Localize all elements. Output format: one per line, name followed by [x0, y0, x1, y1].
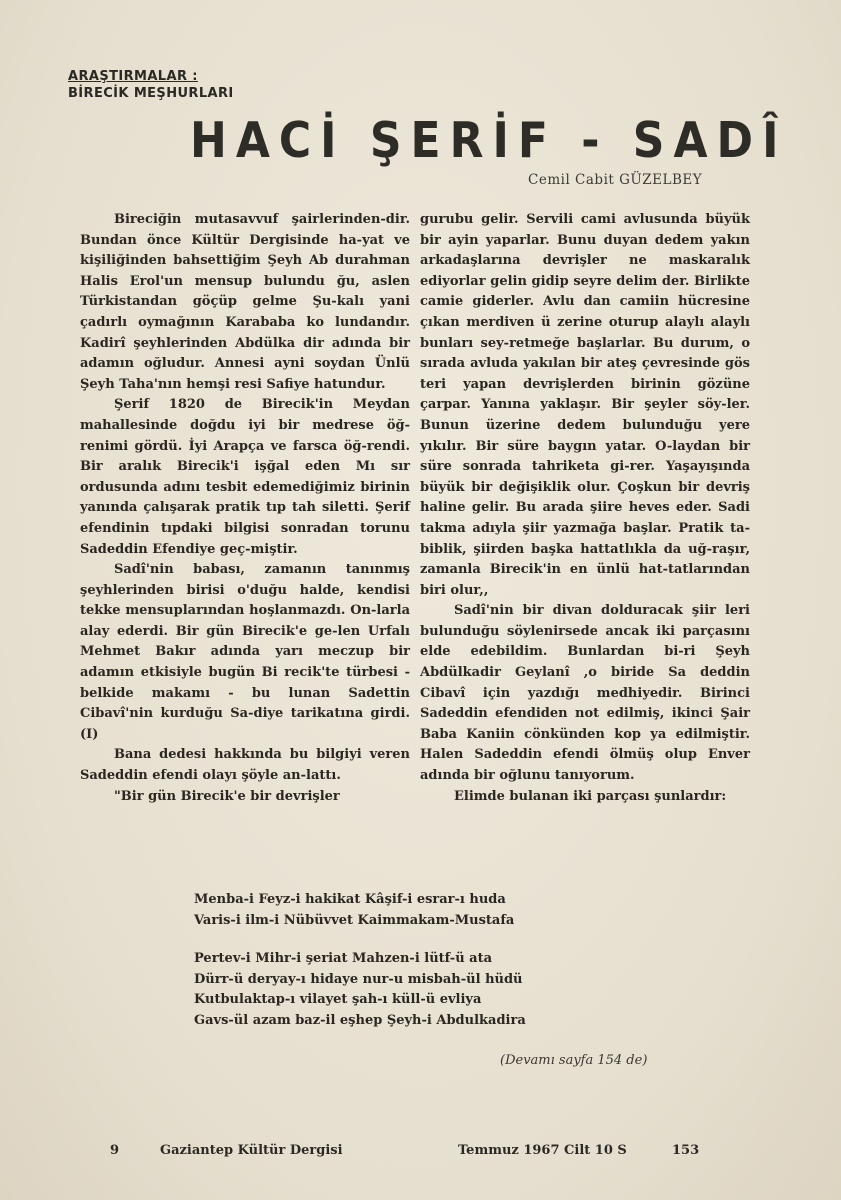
- paragraph: Bireciğin mutasavvuf şairlerinden-dir. Bundan önce Kültür Dergisinde ha-yat ve kişiliğinden bahsettiğim Şeyh Ab durahman Halis Erol'un mensup bulundu ğu, aslen Türkistandan göçüp gelme Şu-kalı yani çadırlı oymağının Karababa ko lundandır. Kadirî şeyhlerinden Abdülka dir adında bir adamın oğludur. Annesi ayni soydan Ünlü Şeyh Taha'nın hemşi resi Safiye hatundur.: [80, 212, 410, 392]
- paragraph: "Bir gün Birecik'e bir devrişler: [114, 788, 340, 804]
- article-title: HACİ ŞERİF - SADÎ: [190, 112, 788, 170]
- section-label: [68, 68, 234, 102]
- section-series: BİRECİK MEŞHURLARI: [68, 86, 234, 101]
- right-column: [420, 210, 750, 807]
- paragraph: Sadî'nin bir divan dolduracak şiir leri bulunduğu söylenirsede ancak iki parçasını elde edebildim. Bunlardan bi-ri Şeyh Abdülkadir Geylanî ,o biride Sa deddin Cibavî için yazdığı medhiyedir. Birinci Sadeddin efendiden not edilmiş, ikinci Şair Baba Kaniin cönkünden kop ya edilmiştir. Halen Sadeddin efendi ölmüş olup Enver adında bir oğlunu tanıyorum.: [420, 603, 750, 784]
- poem-line: Menba-i Feyz-i hakikat Kâşif-i esrar-ı huda: [194, 892, 506, 907]
- poem-line: Varis-i ilm-i Nübüvvet Kaimmakam-Mustafa: [194, 912, 515, 928]
- article-author: Cemil Cabit GÜZELBEY: [528, 172, 703, 188]
- paragraph: Elimde bulanan iki parçası şunlardır:: [454, 788, 727, 804]
- left-column: [80, 210, 410, 807]
- poem: [194, 890, 624, 1031]
- poem-line: Gavs-ül azam baz-il eşhep Şeyh-i Abdulkadira: [194, 1012, 526, 1028]
- paragraph: gurubu gelir. Servili cami avlusunda büyük bir ayin yaparlar. Bunu duyan dedem yakın arkadaşlarına devrişler ne maskaralık ediyorlar gelin gidip seyre delim der. Birlikte camie giderler. Avlu dan camiin hücresine çıkan merdiven ü zerine oturup alaylı alaylı bunları sey-retmeğe başlarlar. Bu durum, o sırada avluda yakılan bir ateş çevresinde gös teri yapan devrişlerden birinin gözüne çarpar. Yanına yaklaşır. Bir şeyler söy-ler. Bunun üzerine dedem bulunduğu yere yıkılır. Bir süre baygın yatar. O-laydan bir süre sonrada tahriketa gi-rer. Yaşayışında büyük bir değişiklik olur. Çoşkun bir devriş haline gelir. Bu arada şiire heves eder. Sadi takma adıyla şiir yazmağa başlar. Pratik ta-biblik, şiirden başka hattatlıkla da uğ-raşır, zamanla Birecik'in en ünlü hat-tatlarından biri olur,,: [420, 212, 750, 598]
- page-number: 153: [672, 1143, 700, 1158]
- continuation-note: (Devamı sayfa 154 de): [500, 1053, 648, 1068]
- stanza-gap: [194, 931, 624, 949]
- footer-number: 9: [110, 1143, 120, 1158]
- poem-line: Kutbulaktap-ı vilayet şah-ı küll-ü evliya: [194, 992, 482, 1007]
- paragraph: Sadî'nin babası, zamanın tanınmış şeyhlerinden birisi o'duğu halde, kendisi tekke mensuplarından hoşlanmazdı. On-larla alay ederdi. Bir gün Birecik'e ge-len Urfalı Mehmet Bakır adında yarı meczup bir adamın etkisiyle bugün Bi recik'te türbesi - belkide makamı - bu lunan Sadettin Cibavî'nin kurduğu Sa-diye tarikatına girdi. (I): [80, 562, 410, 742]
- poem-line: Pertev-i Mihr-i şeriat Mahzen-i lütf-ü ata: [194, 951, 493, 966]
- issue-info: Temmuz 1967 Cilt 10 S: [458, 1143, 627, 1158]
- journal-name: Gaziantep Kültür Dergisi: [160, 1143, 343, 1158]
- poem-line: Dürr-ü deryay-ı hidaye nur-u misbah-ül hüdü: [194, 971, 523, 987]
- paragraph: Bana dedesi hakkında bu bilgiyi veren Sadeddin efendi olayı şöyle an-lattı.: [80, 747, 410, 784]
- paragraph: Şerif 1820 de Birecik'in Meydan mahallesinde doğdu iyi bir medrese öğ-renimi gördü. İyi Arapça ve farsca öğ-rendi. Bir aralık Birecik'i işğal eden Mı sır ordusunda adını tesbit edemediğimiz birinin yanında çalışarak pratik tıp tah siletti. Şerif efendinin tıpdaki bilgisi sonradan torunu Sadeddin Efendiye geç-miştir.: [80, 397, 410, 557]
- section-category: ARAŞTIRMALAR :: [68, 69, 198, 84]
